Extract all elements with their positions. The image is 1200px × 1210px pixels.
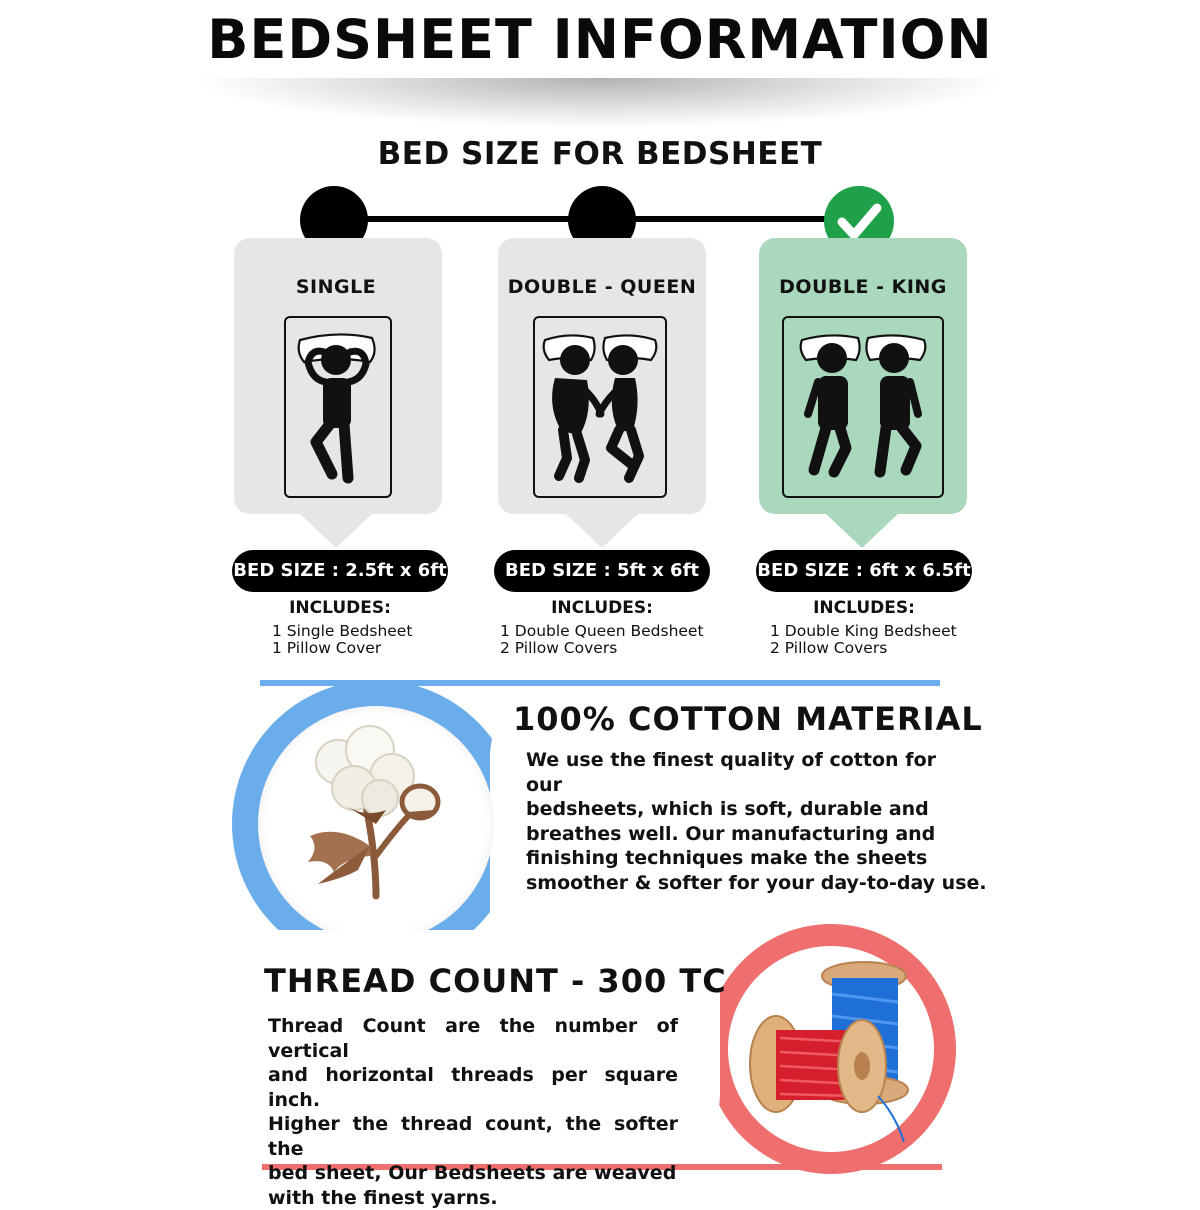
thread-line: Thread Count are the number of vertical (268, 1014, 678, 1063)
cotton-line: finishing techniques make the sheets (526, 846, 936, 871)
thread-line: with the finest yarns. (268, 1186, 678, 1210)
thread-image-circle (728, 946, 934, 1152)
includes-title: INCLUDES: (494, 598, 710, 618)
bed-size-pill-double-king: BED SIZE : 6ft x 6.5ft (756, 550, 972, 592)
bed-size-pill-single: BED SIZE : 2.5ft x 6ft (232, 550, 448, 592)
cotton-description (526, 748, 936, 895)
includes-title: INCLUDES: (232, 598, 448, 618)
bed-frame-single (284, 316, 392, 498)
bed-option-label: DOUBLE - KING (759, 276, 967, 298)
includes-item: 1 Double King Bedsheet (770, 622, 957, 640)
cotton-plant-icon (258, 706, 494, 942)
includes-title: INCLUDES: (756, 598, 972, 618)
thread-line: Higher the thread count, the softer the (268, 1112, 678, 1161)
thread-spools-icon (728, 946, 934, 1152)
includes-item: 1 Pillow Cover (272, 639, 381, 657)
cotton-line: breathes well. Our manufacturing and (526, 822, 936, 847)
bed-frame-double-queen (533, 316, 667, 498)
bed-frame-double-king (782, 316, 944, 498)
two-people-sleeping-icon (535, 318, 665, 496)
thread-section-title: THREAD COUNT - 300 TC (264, 962, 727, 1000)
bed-size-pill-double-queen: BED SIZE : 5ft x 6ft (494, 550, 710, 592)
title-shadow (190, 78, 1010, 128)
includes-item: 1 Double Queen Bedsheet (500, 622, 704, 640)
bed-size-section-title: BED SIZE FOR BEDSHEET (0, 136, 1200, 172)
two-people-sleeping-wide-icon (784, 318, 942, 496)
cotton-line: bedsheets, which is soft, durable and (526, 797, 936, 822)
one-person-sleeping-icon (286, 318, 390, 496)
thread-description (268, 1014, 678, 1210)
bed-option-single-pointer (298, 512, 374, 548)
cotton-image-circle (258, 706, 494, 942)
includes-item: 2 Pillow Covers (500, 639, 617, 657)
thread-line: and horizontal threads per square inch. (268, 1063, 678, 1112)
bed-option-double-king-pointer (824, 512, 900, 548)
includes-item: 1 Single Bedsheet (272, 622, 412, 640)
includes-item: 2 Pillow Covers (770, 639, 887, 657)
page-title: BEDSHEET INFORMATION (0, 8, 1200, 71)
cotton-line: smoother & softer for your day-to-day use. (526, 871, 936, 896)
cotton-section-title: 100% COTTON MATERIAL (513, 700, 983, 738)
thread-line: bed sheet, Our Bedsheets are weaved (268, 1161, 678, 1186)
bed-option-label: SINGLE (232, 276, 440, 298)
bed-option-label: DOUBLE - QUEEN (498, 276, 706, 298)
cotton-line: We use the finest quality of cotton for our (526, 748, 936, 797)
bed-option-double-queen-pointer (564, 512, 640, 548)
